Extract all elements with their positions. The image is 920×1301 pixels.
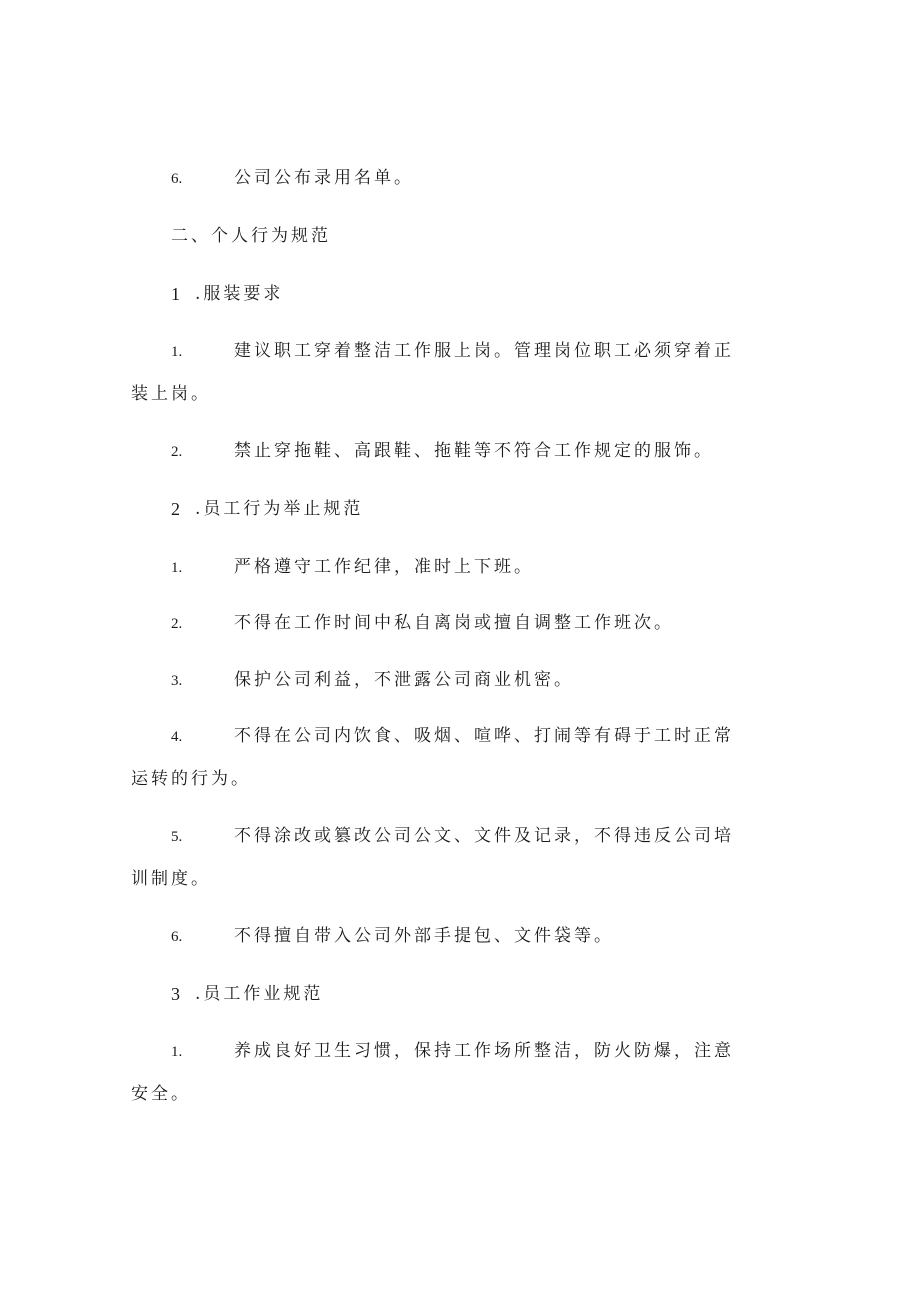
item-text: 公司公布录用名单。: [234, 168, 414, 188]
item-text-continuation: 装上岗。: [131, 384, 211, 404]
item-number: 5.: [171, 829, 183, 845]
item-number: 2.: [171, 616, 183, 632]
subsection-heading: .员工行为举止规范: [195, 499, 364, 519]
item-number: 4.: [171, 729, 183, 745]
item-number: 6.: [171, 171, 183, 187]
item-text: 保护公司利益，不泄露公司商业机密。: [234, 670, 574, 690]
section-heading: 二、个人行为规范: [171, 226, 331, 246]
item-number: 3.: [171, 673, 183, 689]
item-text: 建议职工穿着整洁工作服上岗。管理岗位职工必须穿着正: [234, 341, 734, 361]
subsection-number: 2: [171, 499, 180, 519]
item-number: 1.: [171, 344, 183, 360]
item-text-continuation: 运转的行为。: [131, 769, 251, 789]
subsection-number: 1: [171, 284, 180, 304]
item-text: 禁止穿拖鞋、高跟鞋、拖鞋等不符合工作规定的服饰。: [234, 441, 714, 461]
item-text-continuation: 训制度。: [131, 869, 211, 889]
item-number: 1.: [171, 560, 183, 576]
subsection-number: 3: [171, 984, 180, 1004]
item-text: 不得在工作时间中私自离岗或擅自调整工作班次。: [234, 613, 674, 633]
item-text: 不得在公司内饮食、吸烟、喧哗、打闹等有碍于工时正常: [234, 726, 734, 746]
item-text: 不得擅自带入公司外部手提包、文件袋等。: [234, 926, 614, 946]
item-text-continuation: 安全。: [131, 1084, 191, 1104]
item-number: 6.: [171, 929, 183, 945]
item-text: 养成良好卫生习惯，保持工作场所整洁，防火防爆，注意: [234, 1041, 734, 1061]
item-number: 1.: [171, 1044, 183, 1060]
item-text: 不得涂改或篡改公司公文、文件及记录，不得违反公司培: [234, 826, 734, 846]
subsection-heading: .员工作业规范: [195, 984, 324, 1004]
item-text: 严格遵守工作纪律，准时上下班。: [234, 557, 534, 577]
subsection-heading: .服装要求: [195, 284, 284, 304]
item-number: 2.: [171, 444, 183, 460]
